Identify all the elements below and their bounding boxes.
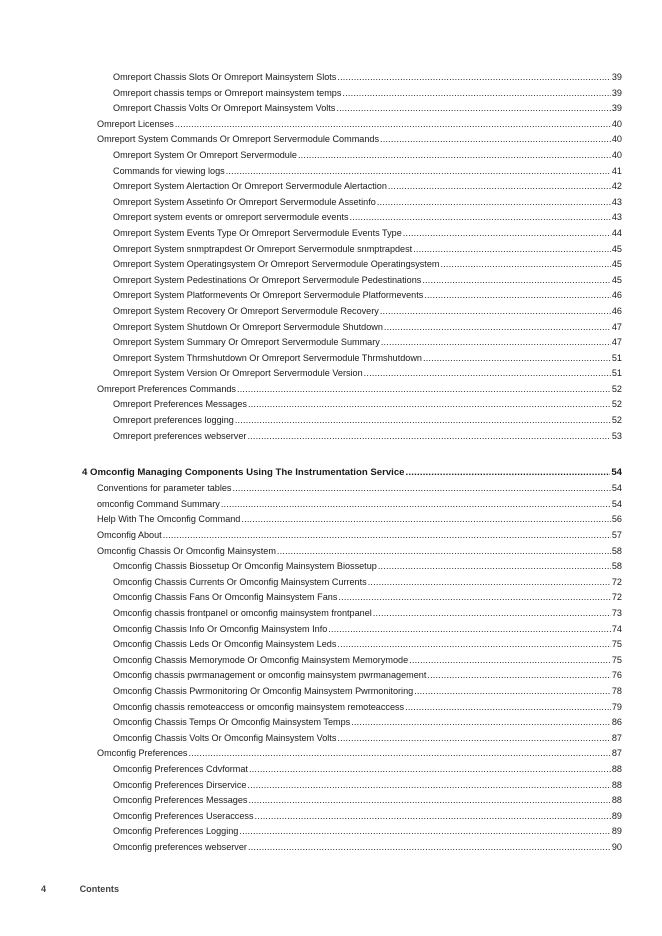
toc-entry-title: Omconfig chassis pwrmanagement or omconfig mainsystem pwrmanagement xyxy=(113,670,427,681)
toc-leader-dots xyxy=(338,590,610,606)
toc-entry-title: Omreport chassis temps or Omreport mainsystem temps xyxy=(113,87,342,98)
toc-entry-title: Omconfig Chassis Memorymode Or Omconfig Mainsystem Memorymode xyxy=(113,654,409,665)
toc-entry-title: Omconfig Chassis Info Or Omconfig Mainsystem Info xyxy=(113,623,328,634)
toc-leader-dots xyxy=(241,512,611,528)
toc-entry[interactable] xyxy=(82,226,622,242)
toc-entry[interactable] xyxy=(82,413,622,429)
toc-entry-page-number: 45 xyxy=(611,259,622,270)
toc-entry-title: Omreport System snmptrapdest Or Omreport Servermodule snmptrapdest xyxy=(113,243,413,254)
toc-entry-page-number: 47 xyxy=(611,321,622,332)
toc-entry[interactable] xyxy=(82,179,622,195)
toc-entry[interactable] xyxy=(82,622,622,638)
toc-entry-title: Omreport preferences logging xyxy=(113,415,234,426)
toc-entry-title: Omconfig Chassis Biossetup Or Omconfig Mainsystem Biossetup xyxy=(113,561,377,572)
toc-entry-title: Help With The Omconfig Command xyxy=(97,514,241,525)
toc-entry-page-number: 44 xyxy=(611,227,622,238)
toc-leader-dots xyxy=(163,528,611,544)
toc-leader-dots xyxy=(237,382,611,398)
toc-entry[interactable] xyxy=(82,288,622,304)
toc-leader-dots xyxy=(235,413,611,429)
toc-entry[interactable] xyxy=(82,86,622,102)
toc-entry[interactable] xyxy=(82,668,622,684)
toc-entry-page-number: 40 xyxy=(611,118,622,129)
toc-entry-page-number: 56 xyxy=(611,514,622,525)
toc-entry-title: Omconfig Preferences Cdvformat xyxy=(113,763,248,774)
toc-entry-title: Omreport Chassis Volts Or Omreport Mainsystem Volts xyxy=(113,103,336,114)
toc-entry-page-number: 88 xyxy=(611,795,622,806)
toc-entry[interactable] xyxy=(82,512,622,528)
toc-entry[interactable] xyxy=(82,210,622,226)
toc-entry-page-number: 57 xyxy=(611,530,622,541)
toc-entry[interactable] xyxy=(82,544,622,560)
page-footer xyxy=(41,884,119,894)
toc-entry-title: Omreport Preferences Messages xyxy=(113,399,247,410)
toc-entry-page-number: 87 xyxy=(611,748,622,759)
toc-entry-page-number: 43 xyxy=(611,196,622,207)
toc-entry[interactable] xyxy=(82,606,622,622)
toc-leader-dots xyxy=(414,684,611,700)
toc-entry[interactable] xyxy=(82,132,622,148)
toc-leader-dots xyxy=(424,288,611,304)
toc-leader-dots xyxy=(368,575,611,591)
toc-entry-title: Omreport System Or Omreport Servermodule xyxy=(113,149,297,160)
toc-leader-dots xyxy=(406,464,611,481)
toc-leader-dots xyxy=(423,351,611,367)
toc-entry-title: Omreport System Assetinfo Or Omreport Servermodule Assetinfo xyxy=(113,196,376,207)
toc-entry[interactable] xyxy=(82,809,622,825)
toc-entry[interactable] xyxy=(82,778,622,794)
toc-entry-page-number: 39 xyxy=(611,103,622,114)
toc-entry-title: Omconfig Preferences Dirservice xyxy=(113,779,247,790)
toc-entry[interactable] xyxy=(82,148,622,164)
toc-entry-title: Omreport System Thrmshutdown Or Omreport Servermodule Thrmshutdown xyxy=(113,352,422,363)
toc-leader-dots xyxy=(175,117,611,133)
toc-entry-page-number: 39 xyxy=(611,72,622,82)
toc-entry-page-number: 40 xyxy=(611,149,622,160)
toc-entry-title: Omconfig preferences webserver xyxy=(113,841,247,852)
toc-entry-page-number: 88 xyxy=(611,763,622,774)
toc-entry-page-number: 75 xyxy=(611,654,622,665)
toc-leader-dots xyxy=(248,397,611,413)
toc-leader-dots xyxy=(328,622,611,638)
toc-entry-page-number: 54 xyxy=(611,498,622,509)
toc-entry-page-number: 75 xyxy=(611,639,622,650)
toc-entry[interactable] xyxy=(82,117,622,133)
toc-entry-page-number: 47 xyxy=(611,337,622,348)
toc-leader-dots xyxy=(380,132,611,148)
toc-leader-dots xyxy=(403,226,611,242)
toc-leader-dots xyxy=(277,544,611,560)
toc-entry-title: Omreport Chassis Slots Or Omreport Mainsystem Slots xyxy=(113,72,337,82)
toc-entry[interactable] xyxy=(82,429,622,445)
toc-entry-title: 4 Omconfig Managing Components Using The Instrumentation Service xyxy=(82,467,405,479)
toc-entry-title: Commands for viewing logs xyxy=(113,165,225,176)
toc-entry-page-number: 40 xyxy=(611,134,622,145)
toc-entry-title: Omconfig Chassis Pwrmonitoring Or Omconfig Mainsystem Pwrmonitoring xyxy=(113,685,414,696)
toc-entry-page-number: 54 xyxy=(611,467,622,479)
toc-entry-page-number: 53 xyxy=(611,430,622,441)
toc-leader-dots xyxy=(380,304,611,320)
toc-entry[interactable] xyxy=(82,382,622,398)
toc-leader-dots xyxy=(427,668,611,684)
toc-leader-dots xyxy=(337,637,610,653)
toc-leader-dots xyxy=(239,824,611,840)
toc-entry-title: Omreport System Events Type Or Omreport Servermodule Events Type xyxy=(113,227,402,238)
toc-entry-title: Omreport Preferences Commands xyxy=(97,383,236,394)
toc-entry[interactable] xyxy=(82,528,622,544)
toc-entry-title: Omconfig Chassis Temps Or Omconfig Mainsystem Temps xyxy=(113,717,351,728)
toc-entry[interactable] xyxy=(82,242,622,258)
toc-entry-title: Omreport System Shutdown Or Omreport Servermodule Shutdown xyxy=(113,321,383,332)
toc-entry-title: Omconfig Chassis Fans Or Omconfig Mainsystem Fans xyxy=(113,592,338,603)
toc-entry-title: Omconfig Chassis Currents Or Omconfig Mainsystem Currents xyxy=(113,576,367,587)
toc-leader-dots xyxy=(364,366,611,382)
toc-entry-title: Omconfig Chassis Leds Or Omconfig Mainsystem Leds xyxy=(113,639,337,650)
toc-leader-dots xyxy=(384,320,611,336)
toc-entry-page-number: 41 xyxy=(611,165,622,176)
toc-entry-title: Omreport System Version Or Omreport Servermodule Version xyxy=(113,368,363,379)
toc-entry-title: Omreport System Operatingsystem Or Omreport Servermodule Operatingsystem xyxy=(113,259,440,270)
toc-entry[interactable] xyxy=(82,653,622,669)
toc-entry-title: Omreport System Recovery Or Omreport Servermodule Recovery xyxy=(113,305,379,316)
toc-entry-page-number: 43 xyxy=(611,212,622,223)
toc-entry[interactable] xyxy=(82,320,622,336)
toc-entry-page-number: 73 xyxy=(611,608,622,618)
toc-entry-page-number: 45 xyxy=(611,274,622,285)
footer-label: Contents xyxy=(79,884,119,894)
toc-entry-page-number: 52 xyxy=(611,399,622,410)
toc-leader-dots xyxy=(247,429,610,445)
toc-entry[interactable] xyxy=(82,575,622,591)
toc-entry-page-number: 52 xyxy=(611,383,622,394)
toc-entry-page-number: 45 xyxy=(611,243,622,254)
toc-leader-dots xyxy=(350,210,611,226)
toc-entry-title: Omreport preferences webserver xyxy=(113,430,247,441)
toc-entry-title: Omreport System Commands Or Omreport Servermodule Commands xyxy=(97,134,379,145)
toc-leader-dots xyxy=(336,101,611,117)
toc-entry-title: Omconfig Preferences Logging xyxy=(113,826,239,837)
toc-leader-dots xyxy=(342,86,610,102)
toc-entry-title: Omconfig Preferences xyxy=(97,748,188,759)
toc-entry-title: Omconfig Chassis Or Omconfig Mainsystem xyxy=(97,545,276,556)
toc-entry[interactable] xyxy=(82,590,622,606)
toc-entry-title: Omreport System Platformevents Or Omreport Servermodule Platformevents xyxy=(113,290,424,301)
toc-entry-page-number: 90 xyxy=(611,841,622,852)
toc-entry[interactable] xyxy=(82,715,622,731)
toc-entry[interactable] xyxy=(82,793,622,809)
toc-entry-page-number: 72 xyxy=(611,592,622,603)
toc-entry-page-number: 87 xyxy=(611,732,622,743)
toc-chapter-entry[interactable] xyxy=(82,464,622,481)
toc-entry-page-number: 51 xyxy=(611,352,622,363)
toc-entry[interactable] xyxy=(82,824,622,840)
toc-entry[interactable] xyxy=(82,497,622,513)
toc-leader-dots xyxy=(378,559,611,575)
toc-leader-dots xyxy=(298,148,611,164)
toc-entry-title: Omreport System Pedestinations Or Omreport Servermodule Pedestinations xyxy=(113,274,422,285)
toc-leader-dots xyxy=(232,481,610,497)
toc-entry-page-number: 76 xyxy=(611,670,622,681)
toc-entry-page-number: 89 xyxy=(611,810,622,821)
toc-entry-page-number: 72 xyxy=(611,576,622,587)
toc-leader-dots xyxy=(377,195,611,211)
toc-leader-dots xyxy=(188,746,610,762)
toc-entry-title: Omreport System Alertaction Or Omreport Servermodule Alertaction xyxy=(113,181,387,192)
toc-leader-dots xyxy=(381,335,611,351)
toc-entry[interactable] xyxy=(82,637,622,653)
toc-entry-page-number: 46 xyxy=(611,305,622,316)
toc-entry-page-number: 58 xyxy=(611,545,622,556)
toc-leader-dots xyxy=(249,762,611,778)
toc-entry[interactable] xyxy=(82,731,622,747)
toc-entry-title: Omconfig Chassis Volts Or Omconfig Mainsystem Volts xyxy=(113,732,337,743)
toc-leader-dots xyxy=(405,700,611,716)
toc-entry[interactable] xyxy=(82,335,622,351)
toc-leader-dots xyxy=(247,778,610,794)
toc-entry-page-number: 79 xyxy=(611,701,622,712)
toc-entry-title: Omconfig chassis frontpanel or omconfig mainsystem frontpanel xyxy=(113,608,372,618)
toc-entry-title: Omreport system events or omreport servermodule events xyxy=(113,212,349,223)
toc-entry-title: Omconfig chassis remoteaccess or omconfig mainsystem remoteaccess xyxy=(113,701,405,712)
toc-entry[interactable] xyxy=(82,70,622,86)
toc-leader-dots xyxy=(388,179,611,195)
toc-leader-dots xyxy=(226,164,611,180)
toc-entry[interactable] xyxy=(82,351,622,367)
toc-entry-page-number: 54 xyxy=(611,483,622,494)
toc-entry-page-number: 58 xyxy=(611,561,622,572)
toc-entry[interactable] xyxy=(82,257,622,273)
toc-leader-dots xyxy=(409,653,611,669)
toc-entry[interactable] xyxy=(82,481,622,497)
toc-entry-page-number: 86 xyxy=(611,717,622,728)
toc-entry-title: omconfig Command Summary xyxy=(97,498,220,509)
toc-leader-dots xyxy=(351,715,611,731)
toc-entry[interactable] xyxy=(82,366,622,382)
toc-entry-page-number: 46 xyxy=(611,290,622,301)
toc-entry-page-number: 39 xyxy=(611,87,622,98)
toc-entry[interactable] xyxy=(82,101,622,117)
toc-entry-page-number: 88 xyxy=(611,779,622,790)
toc-entry-page-number: 51 xyxy=(611,368,622,379)
toc-leader-dots xyxy=(337,70,611,86)
toc-entry-page-number: 52 xyxy=(611,415,622,426)
toc-entry[interactable] xyxy=(82,762,622,778)
table-of-contents xyxy=(82,70,622,856)
toc-entry-title: Omconfig Preferences Messages xyxy=(113,795,248,806)
toc-entry[interactable] xyxy=(82,746,622,762)
toc-entry[interactable] xyxy=(82,164,622,180)
toc-leader-dots xyxy=(440,257,610,273)
toc-entry-title: Conventions for parameter tables xyxy=(97,483,232,494)
toc-entry[interactable] xyxy=(82,273,622,289)
toc-leader-dots xyxy=(248,793,610,809)
toc-leader-dots xyxy=(248,840,611,856)
toc-entry-title: Omconfig About xyxy=(97,530,162,541)
toc-entry-title: Omconfig Preferences Useraccess xyxy=(113,810,254,821)
toc-leader-dots xyxy=(255,809,611,825)
toc-entry-title: Omreport Licenses xyxy=(97,118,174,129)
toc-entry[interactable] xyxy=(82,840,622,856)
toc-entry-page-number: 42 xyxy=(611,181,622,192)
toc-entry[interactable] xyxy=(82,559,622,575)
toc-leader-dots xyxy=(422,273,611,289)
toc-leader-dots xyxy=(413,242,611,258)
toc-entry[interactable] xyxy=(82,304,622,320)
toc-entry-page-number: 78 xyxy=(611,685,622,696)
toc-entry[interactable] xyxy=(82,195,622,211)
toc-leader-dots xyxy=(337,731,611,747)
toc-leader-dots xyxy=(221,497,611,513)
toc-entry[interactable] xyxy=(82,397,622,413)
toc-entry[interactable] xyxy=(82,684,622,700)
toc-leader-dots xyxy=(373,606,611,622)
toc-entry-title: Omreport System Summary Or Omreport Servermodule Summary xyxy=(113,337,380,348)
toc-entry-page-number: 74 xyxy=(611,623,622,634)
footer-page-number: 4 xyxy=(41,884,47,894)
toc-entry-page-number: 89 xyxy=(611,826,622,837)
toc-entry[interactable] xyxy=(82,700,622,716)
